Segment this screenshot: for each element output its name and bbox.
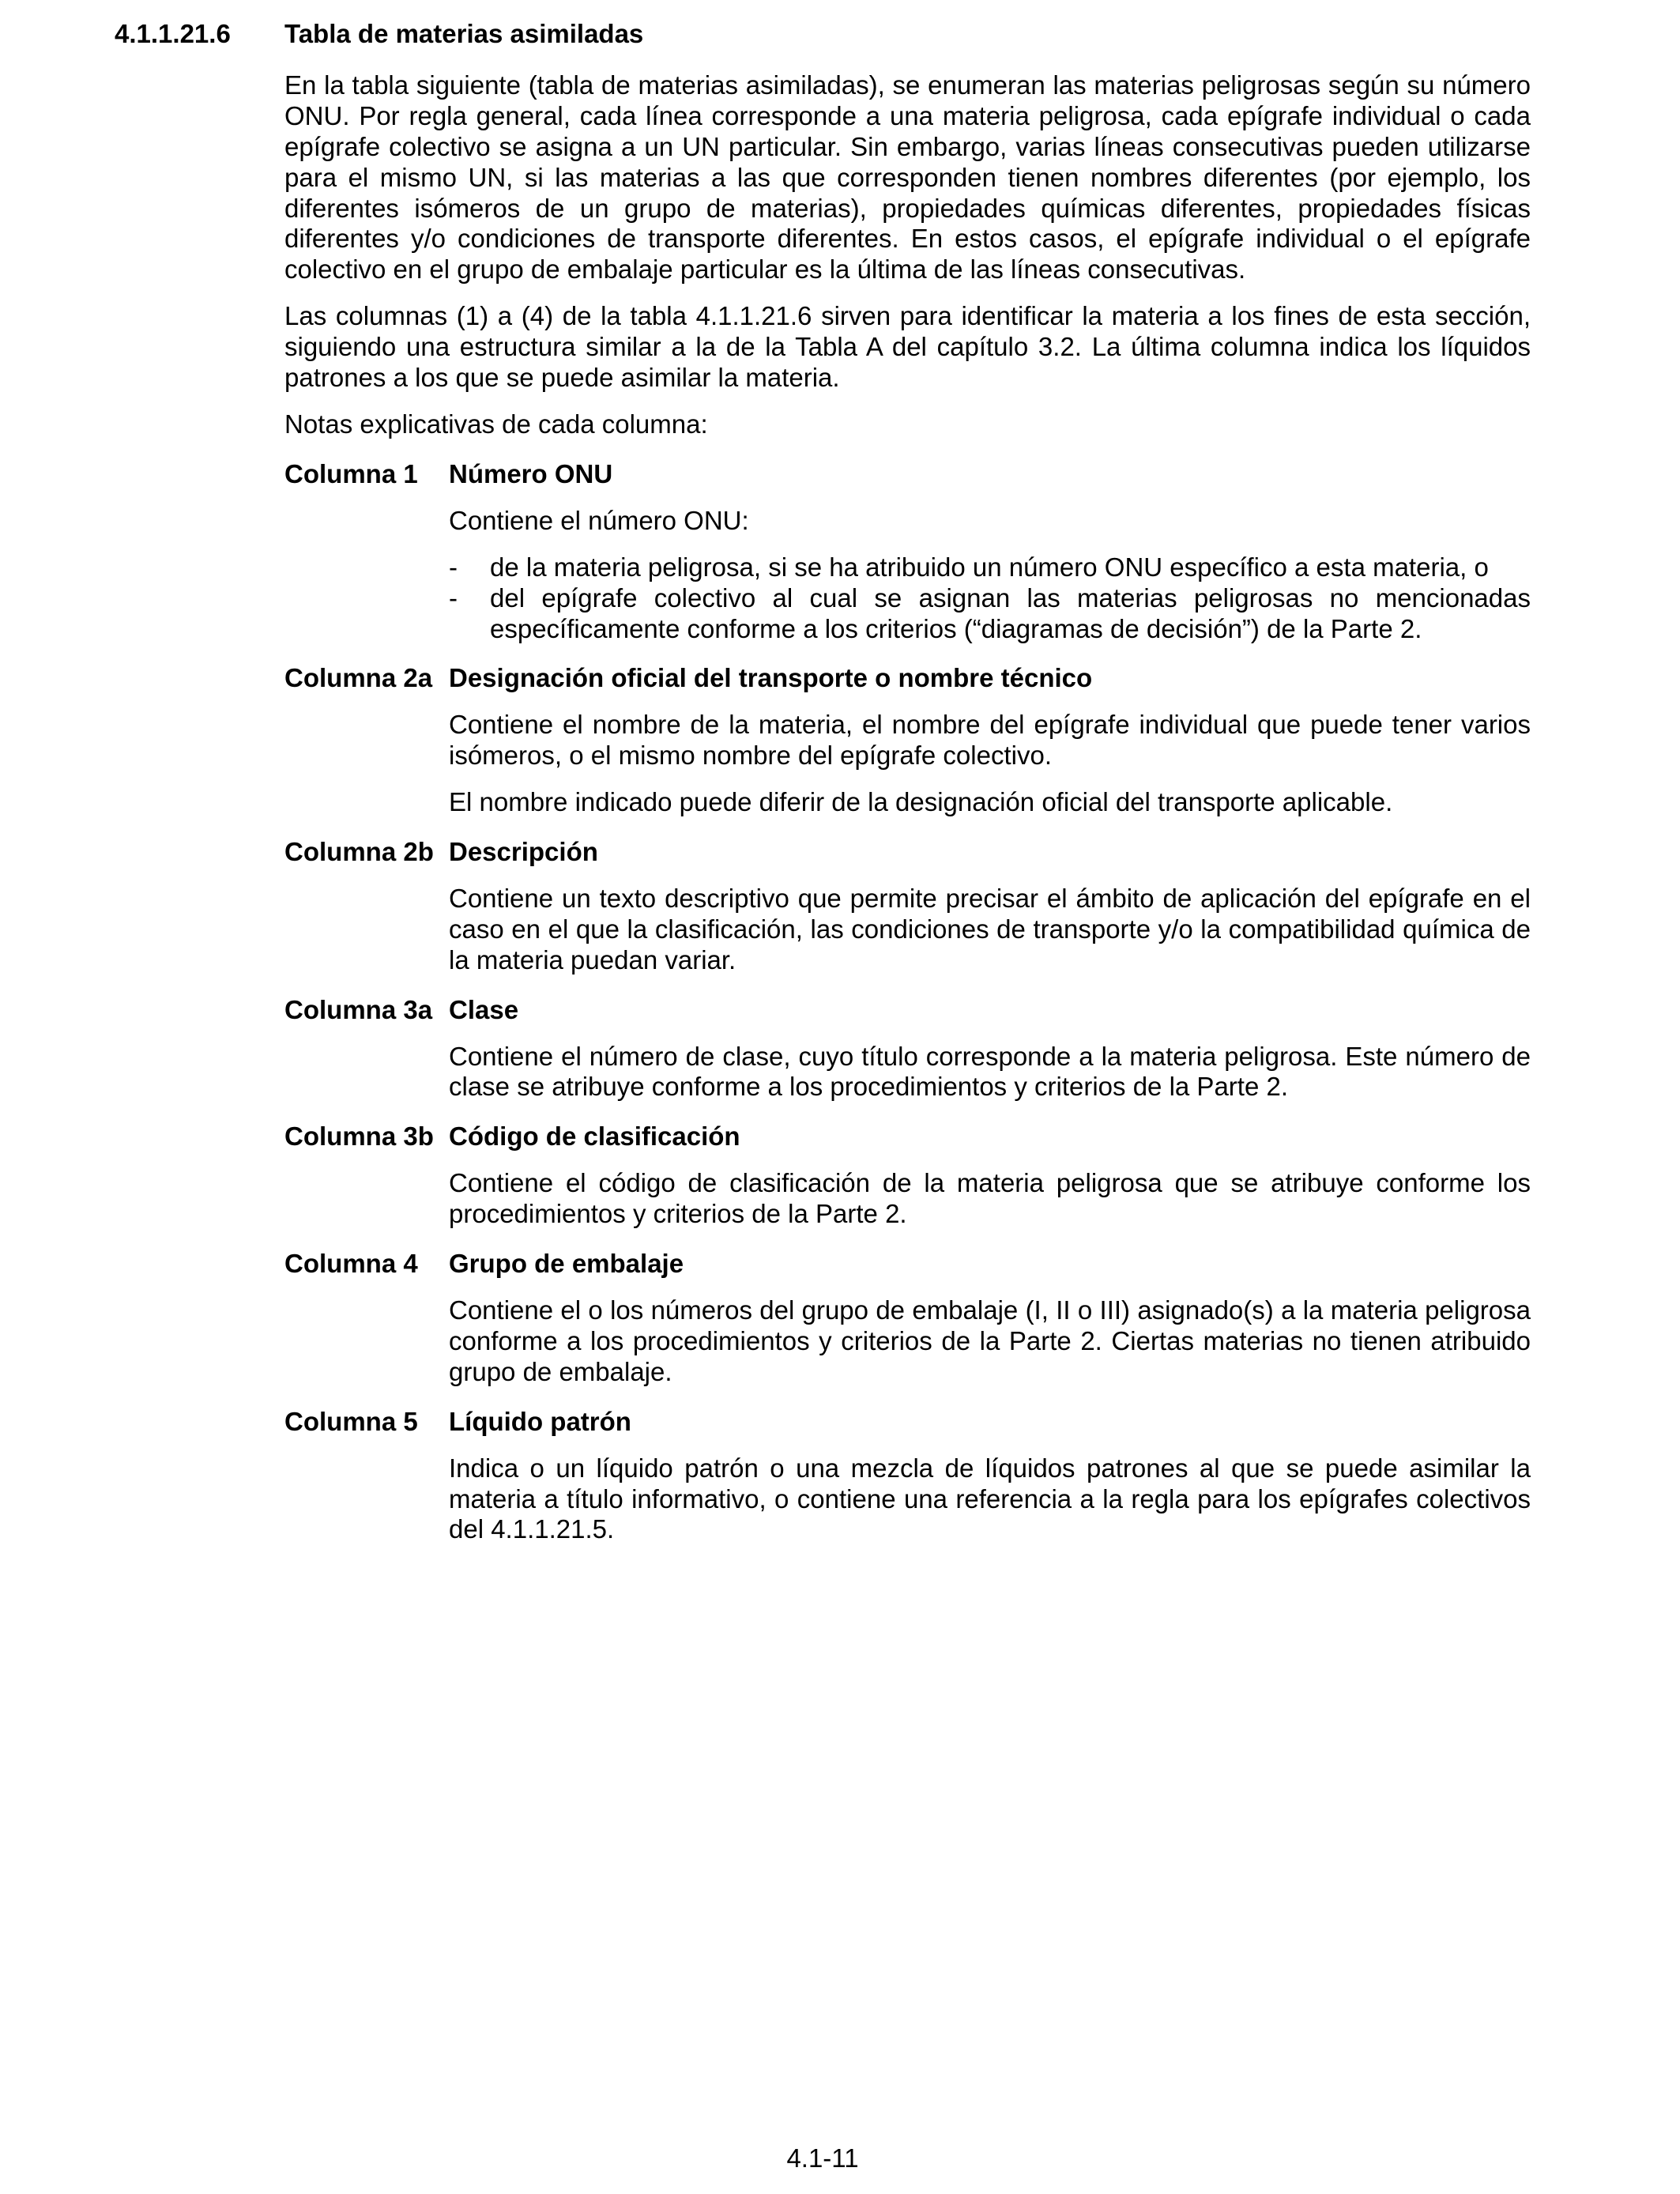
column-entry-heading xyxy=(284,1122,1531,1152)
bullet-dash: - xyxy=(449,582,458,613)
intro-paragraph-2: Las columnas (1) a (4) de la tabla 4.1.1.21.6 sirven para identificar la materia a los fines de esta sección, siguiendo una estructura similar a la de la Tabla A del capítulo 3.2. La última columna indica los líquidos patrones a los que se puede asimilar la materia. xyxy=(284,301,1531,393)
column-label: Columna 5 xyxy=(284,1406,418,1436)
column-entry-body xyxy=(449,1168,1531,1230)
column-title: Código de clasificación xyxy=(449,1122,740,1152)
column-entry-heading xyxy=(284,995,1531,1026)
column-title: Descripción xyxy=(449,837,598,867)
column-label: Columna 3a xyxy=(284,994,433,1024)
column-entry-heading xyxy=(284,1407,1531,1438)
column-paragraph: Contiene un texto descriptivo que permite precisar el ámbito de aplicación del epígrafe en el caso en el que la clasificación, las condiciones de transporte y/o la compatibilidad química de la materia puedan variar. xyxy=(449,883,1531,974)
column-entry-5 xyxy=(284,1407,1531,1546)
column-entry-heading xyxy=(284,1249,1531,1280)
column-label: Columna 3b xyxy=(284,1122,434,1152)
page-number: 4.1-11 xyxy=(786,2143,859,2173)
column-entry-2a xyxy=(284,663,1531,818)
column-entry-heading xyxy=(284,459,1531,490)
column-title: Clase xyxy=(449,994,519,1024)
column-paragraph: Contiene el o los números del grupo de embalaje (I, II o III) asignado(s) a la materia peligrosa conforme a los procedimientos y criterios de la Parte 2. Ciertas materias no tienen atribuido grupo de embalaje. xyxy=(449,1295,1531,1386)
column-paragraph: El nombre indicado puede diferir de la designación oficial del transporte aplicable. xyxy=(449,787,1393,817)
column-entry-body xyxy=(449,1042,1531,1103)
column-title: Líquido patrón xyxy=(449,1406,631,1436)
bullet-list xyxy=(449,552,1531,645)
column-entry-body xyxy=(449,1295,1531,1388)
column-label: Columna 2b xyxy=(284,837,434,867)
document-content xyxy=(115,19,1531,1561)
column-title: Número ONU xyxy=(449,458,613,488)
column-label: Columna 2a xyxy=(284,663,433,693)
bullet-text: de la materia peligrosa, si se ha atribuido un número ONU específico a esta materia, o xyxy=(490,552,1489,582)
bullet-text: del epígrafe colectivo al cual se asignan las materias peligrosas no mencionadas específicamente conforme a los criterios (“diagramas de decisión”) de la Parte 2. xyxy=(490,582,1531,643)
column-entry-3a xyxy=(284,995,1531,1103)
column-paragraph: Contiene el número de clase, cuyo título corresponde a la materia peligrosa. Este número de clase se atribuye conforme a los procedimientos y criterios de la Parte 2. xyxy=(449,1041,1531,1102)
column-entry-body xyxy=(449,710,1531,818)
column-paragraph: Contiene el código de clasificación de la materia peligrosa que se atribuye conforme los procedimientos y criterios de la Parte 2. xyxy=(449,1168,1531,1229)
column-entry-1 xyxy=(284,459,1531,645)
section-title: Tabla de materias asimiladas xyxy=(284,19,644,48)
column-paragraph: Indica o un líquido patrón o una mezcla de líquidos patrones al que se puede asimilar la materia a título informativo, o contiene una referencia a la regla para los epígrafes colectivos del 4.1.1.21.5. xyxy=(449,1453,1531,1544)
page-footer xyxy=(0,2143,1663,2174)
column-entry-4 xyxy=(284,1249,1531,1388)
section-number: 4.1.1.21.6 xyxy=(115,19,231,48)
column-entry-body xyxy=(449,1453,1531,1546)
column-paragraph: Contiene el número ONU: xyxy=(449,505,749,535)
intro-paragraph-1: En la tabla siguiente (tabla de materias asimiladas), se enumeran las materias peligrosas según su número ONU. Por regla general, cada línea corresponde a una materia peligrosa, cada epígrafe individual o cada epígrafe colectivo se asigna a un UN particular. Sin embargo, varias líneas consecutivas pueden utilizarse para el mismo UN, si las materias a las que corresponden tienen nombres diferentes (por ejemplo, los diferentes isómeros de un grupo de materias), propiedades químicas diferentes, propiedades físicas diferentes y/o condiciones de transporte diferentes. En estos casos, el epígrafe individual o el epígrafe colectivo en el grupo de embalaje particular es la última de las líneas consecutivas. xyxy=(284,70,1531,285)
column-entry-heading xyxy=(284,663,1531,694)
column-paragraph: Contiene el nombre de la materia, el nombre del epígrafe individual que puede tener varios isómeros, o el mismo nombre del epígrafe colectivo. xyxy=(449,710,1531,771)
column-entry-body xyxy=(449,506,1531,645)
section-heading xyxy=(115,19,1531,50)
bullet-item xyxy=(449,552,1531,583)
column-label: Columna 1 xyxy=(284,458,418,488)
notes-lead-in: Notas explicativas de cada columna: xyxy=(284,409,708,439)
column-entry-body xyxy=(449,884,1531,976)
column-entry-heading xyxy=(284,837,1531,868)
column-label: Columna 4 xyxy=(284,1249,418,1279)
column-entry-2b xyxy=(284,837,1531,976)
bullet-dash: - xyxy=(449,552,458,582)
bullet-item xyxy=(449,583,1531,645)
column-title: Grupo de embalaje xyxy=(449,1249,684,1279)
column-title: Designación oficial del transporte o nombre técnico xyxy=(449,663,1093,693)
column-entry-3b xyxy=(284,1122,1531,1230)
